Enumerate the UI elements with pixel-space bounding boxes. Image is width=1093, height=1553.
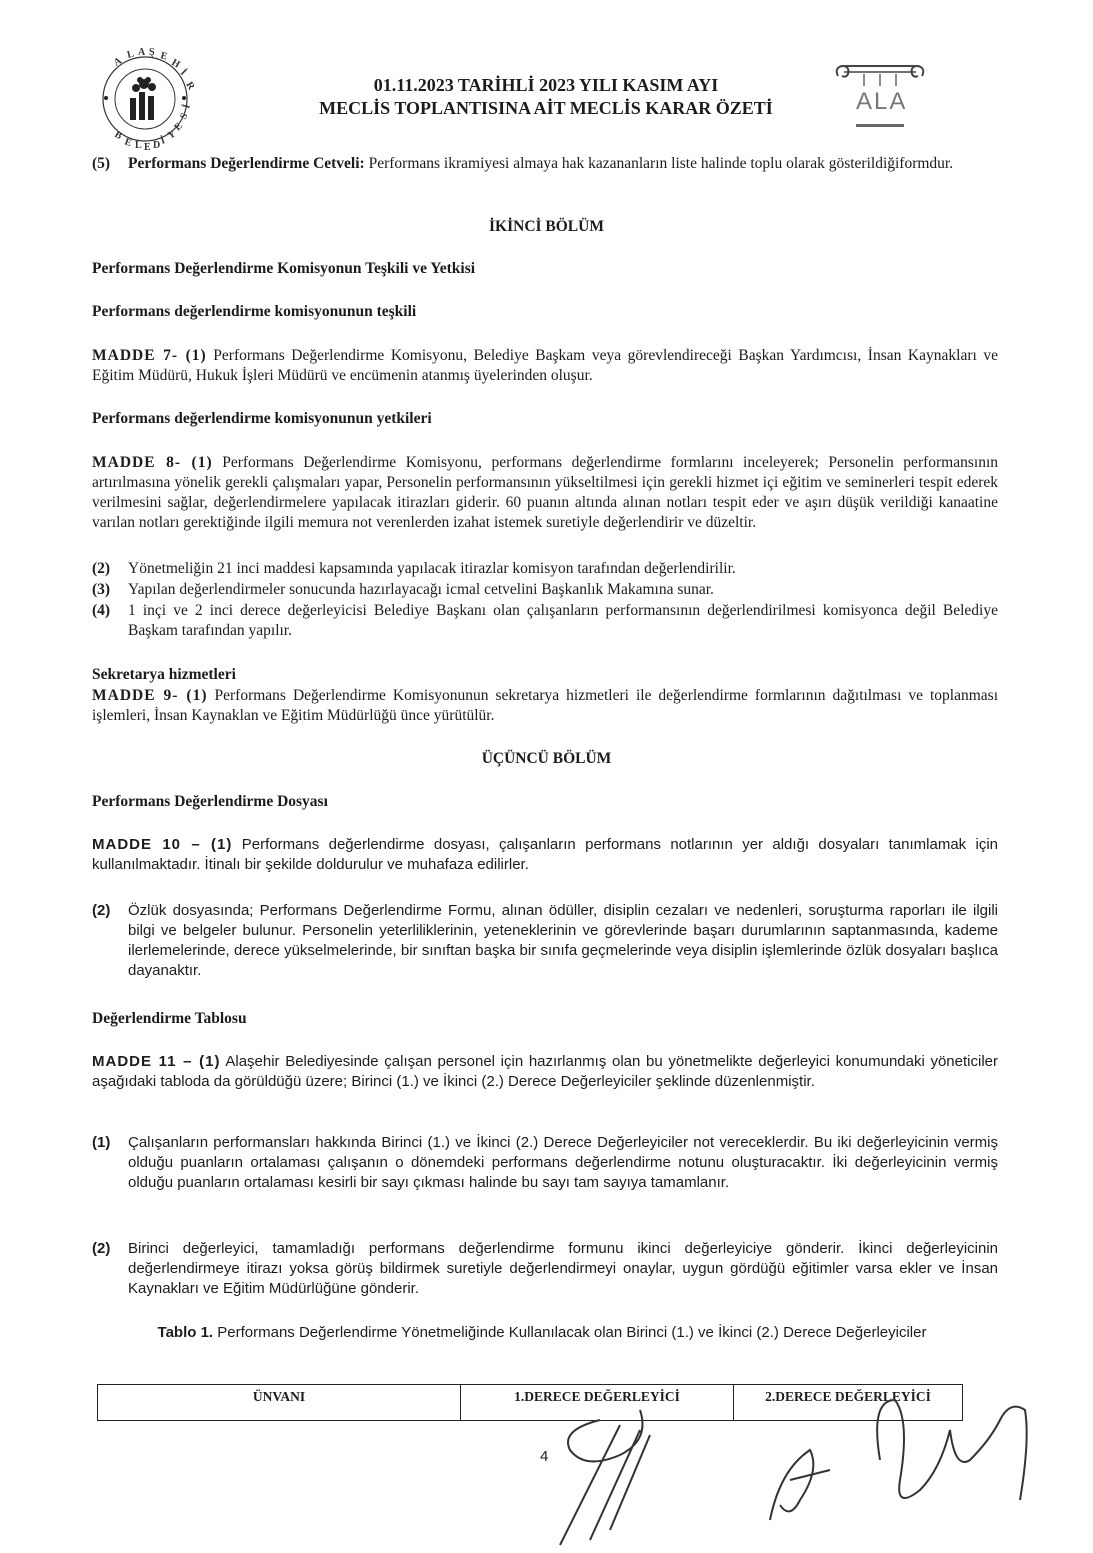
svg-text:İ: İ bbox=[177, 67, 189, 78]
signature-3 bbox=[877, 1400, 1027, 1500]
item-number: (3) bbox=[92, 581, 111, 598]
svg-text:D: D bbox=[153, 140, 161, 151]
item-number: (2) bbox=[92, 560, 111, 577]
madde-8-label: MADDE 8- (1) bbox=[92, 454, 213, 471]
svg-text:B: B bbox=[112, 129, 124, 142]
title-line-1: 01.11.2023 TARİHLİ 2023 YILI KASIM AYI bbox=[373, 75, 719, 95]
item-5-number: (5) bbox=[92, 155, 111, 172]
heading-evaluation-table: Değerlendirme Tablosu bbox=[92, 1010, 247, 1027]
svg-text:R: R bbox=[183, 80, 197, 92]
madde-7-text: Performans Değerlendirme Komisyonu, Belediye Başkam veya görevlendireceği Başkan Yardımcısı, İnsan Kaynakları ve Eğitim Müdürü, Hukuk İşleri Müdürü ve encümenin atanmış üyelerinden oluşur. bbox=[92, 347, 998, 384]
heading-commission-authority: Performans değerlendirme komisyonunun yetkileri bbox=[92, 410, 432, 427]
madde-9-label: MADDE 9- (1) bbox=[92, 687, 208, 704]
ala-logo-text: ALA bbox=[856, 88, 908, 115]
svg-text:S: S bbox=[178, 111, 191, 122]
svg-text:E: E bbox=[144, 142, 151, 153]
signature-1 bbox=[560, 1410, 650, 1545]
item-5-term: Performans Değerlendirme Cetveli: bbox=[128, 155, 365, 172]
madde-11-text: Alaşehir Belediyesinde çalışan personel için hazırlanmış olan bu yönetmelikte değerleyici konumundaki yöneticiler aşağıdaki tabloda da görüldüğü üzere; Birinci (1.) ve İkinci (2.) Derece Değerleyiciler şeklinde düzenlenmiştir. bbox=[92, 1053, 998, 1090]
svg-text:L: L bbox=[135, 140, 142, 151]
svg-text:Ş: Ş bbox=[149, 47, 155, 58]
item-number: (2) bbox=[92, 1240, 111, 1257]
madde-8-text: Performans Değerlendirme Komisyonu, performans değerlendirme formlarını inceleyerek; Personelin performansının artırılmasına yönelik gerekli çalışmaları yapar, Personelin performansının yükseltilmesi için gerekli hizmet içi eğitim ve seminerleri tespit ederek verilmesini sağlar, değerlendirmelere yapılacak itirazları giderir. 60 puanın altında alınan notları tespit eder ve aşırı düşük verildiği kanaatine varılan notları gerektiğinde ilgili memura not verenlerden izahat istemek suretiyle değerlendirir ve düzeltir. bbox=[92, 454, 999, 531]
section-2-title: İKİNCİ BÖLÜM bbox=[489, 218, 604, 235]
item-number: (1) bbox=[92, 1134, 111, 1151]
header-first-evaluator: 1.DERECE DEĞERLEYİCİ bbox=[461, 1385, 734, 1421]
svg-text:E: E bbox=[122, 136, 134, 150]
madde-9-text: Performans Değerlendirme Komisyonunun sekretarya hizmetleri ile değerlendirme formlarının dağıtılması ve toplanması işlemleri, İnsan Kaynaklan ve Eğitim Müdürlüğü ünce yürütülür. bbox=[92, 687, 998, 724]
item-text: Birinci değerleyici, tamamladığı performans değerlendirme formunu ikinci değerleyiciye gönderir. İkinci değerleyicinin değerlendirmeye itirazı yoksa görüş bildirmek suretiyle değerlendirmeyi onaylar, uygun gördüğü eğitimler varsa ekler ve İnsan Kaynakları ve Eğitim Müdürlüğüne gönderir. bbox=[128, 1240, 998, 1297]
page-number: 4 bbox=[540, 1448, 549, 1465]
title-line-2: MECLİS TOPLANTISINA AİT MECLİS KARAR ÖZETİ bbox=[319, 98, 773, 118]
madde-10-label: MADDE 10 – (1) bbox=[92, 836, 233, 853]
madde-11-label: MADDE 11 – (1) bbox=[92, 1053, 221, 1070]
item-text: Yönetmeliğin 21 inci maddesi kapsamında yapılacak itirazlar komisyon tarafından değerlendirilir. bbox=[128, 560, 736, 577]
item-text: 1 inçi ve 2 inci derece değerleyicisi Belediye Başkanı olan çalışanların performansının değerlendirilmesi komisyonca değil Belediye Başkam tarafından yapılır. bbox=[128, 602, 998, 639]
svg-text:H: H bbox=[169, 57, 182, 71]
madde-10-text: Performans değerlendirme dosyası, çalışanların performans notlarının yer aldığı dosyaları tanımlamak için kullanılmaktadır. İtinalı bir şekilde doldurulur ve muhafaza edilirler. bbox=[92, 836, 999, 873]
item-number: (2) bbox=[92, 902, 111, 919]
item-5-text: Performans ikramiyesi almaya hak kazananların liste halinde toplu olarak gösterildiğiformdur. bbox=[368, 155, 954, 172]
table-caption-text: Performans Değerlendirme Yönetmeliğinde Kullanılacak olan Birinci (1.) ve İkinci (2.) Derece Değerleyiciler bbox=[217, 1324, 927, 1341]
heading-performance-file: Performans Değerlendirme Dosyası bbox=[92, 793, 328, 810]
item-text: Yapılan değerlendirmeler sonucunda hazırlayacağı icmal cetvelini Başkanlık Makamına sunar. bbox=[128, 581, 714, 598]
section-3-title: ÜÇÜNCÜ BÖLÜM bbox=[481, 750, 612, 767]
item-number: (4) bbox=[92, 602, 111, 619]
heading-secretariat: Sekretarya hizmetleri bbox=[92, 666, 236, 683]
svg-text:A: A bbox=[112, 55, 124, 69]
svg-text:İ: İ bbox=[159, 135, 167, 147]
item-text: Çalışanların performansları hakkında Birinci (1.) ve İkinci (2.) Derece Değerleyiciler not vereceklerdir. Bu iki değerleyicinin vermiş olduğu puanların ortalaması çalışanın o dönemdeki performans değerlendirme notunu oluşturacaktır. İki değerleyicinin vermiş olduğu puanların ortalaması kesirli bir sayı çıkması halinde bu sayı tam sayıya tamamlanır. bbox=[128, 1134, 998, 1191]
svg-text:A: A bbox=[138, 47, 146, 58]
item-text: Özlük dosyasında; Performans Değerlendirme Formu, alınan ödüller, disiplin cezaları ve nedenleri, soruşturma raporları ile ilgili bilgi ve belgeler bulunur. Personelin yeterliliklerinin, yeteneklerinin ve görevlerinde başarı durumlarının saptanmasında, kademe ilerlemelerinde, derece yükselmelerinde, bir sınıftan başka bir sınıfa geçmelerinde veya disiplin işlemlerinde özlük dosyaları başlıca dayanaktır. bbox=[128, 902, 998, 979]
header-second-evaluator: 2.DERECE DEĞERLEYİCİ bbox=[734, 1385, 963, 1421]
svg-text:E: E bbox=[172, 120, 185, 134]
svg-text:E: E bbox=[159, 50, 169, 63]
signature-2 bbox=[770, 1450, 830, 1520]
madde-7-label: MADDE 7- (1) bbox=[92, 347, 207, 364]
svg-text:Y: Y bbox=[166, 128, 178, 142]
section-2-subtitle: Performans Değerlendirme Komisyonun Teşkili ve Yetkisi bbox=[92, 260, 476, 277]
svg-text:İ: İ bbox=[181, 103, 193, 110]
header-title: ÜNVANI bbox=[98, 1385, 461, 1421]
heading-commission-formation: Performans değerlendirme komisyonunun teşkili bbox=[92, 303, 417, 320]
svg-text:L: L bbox=[125, 48, 136, 61]
table-caption-label: Tablo 1. bbox=[157, 1324, 214, 1341]
